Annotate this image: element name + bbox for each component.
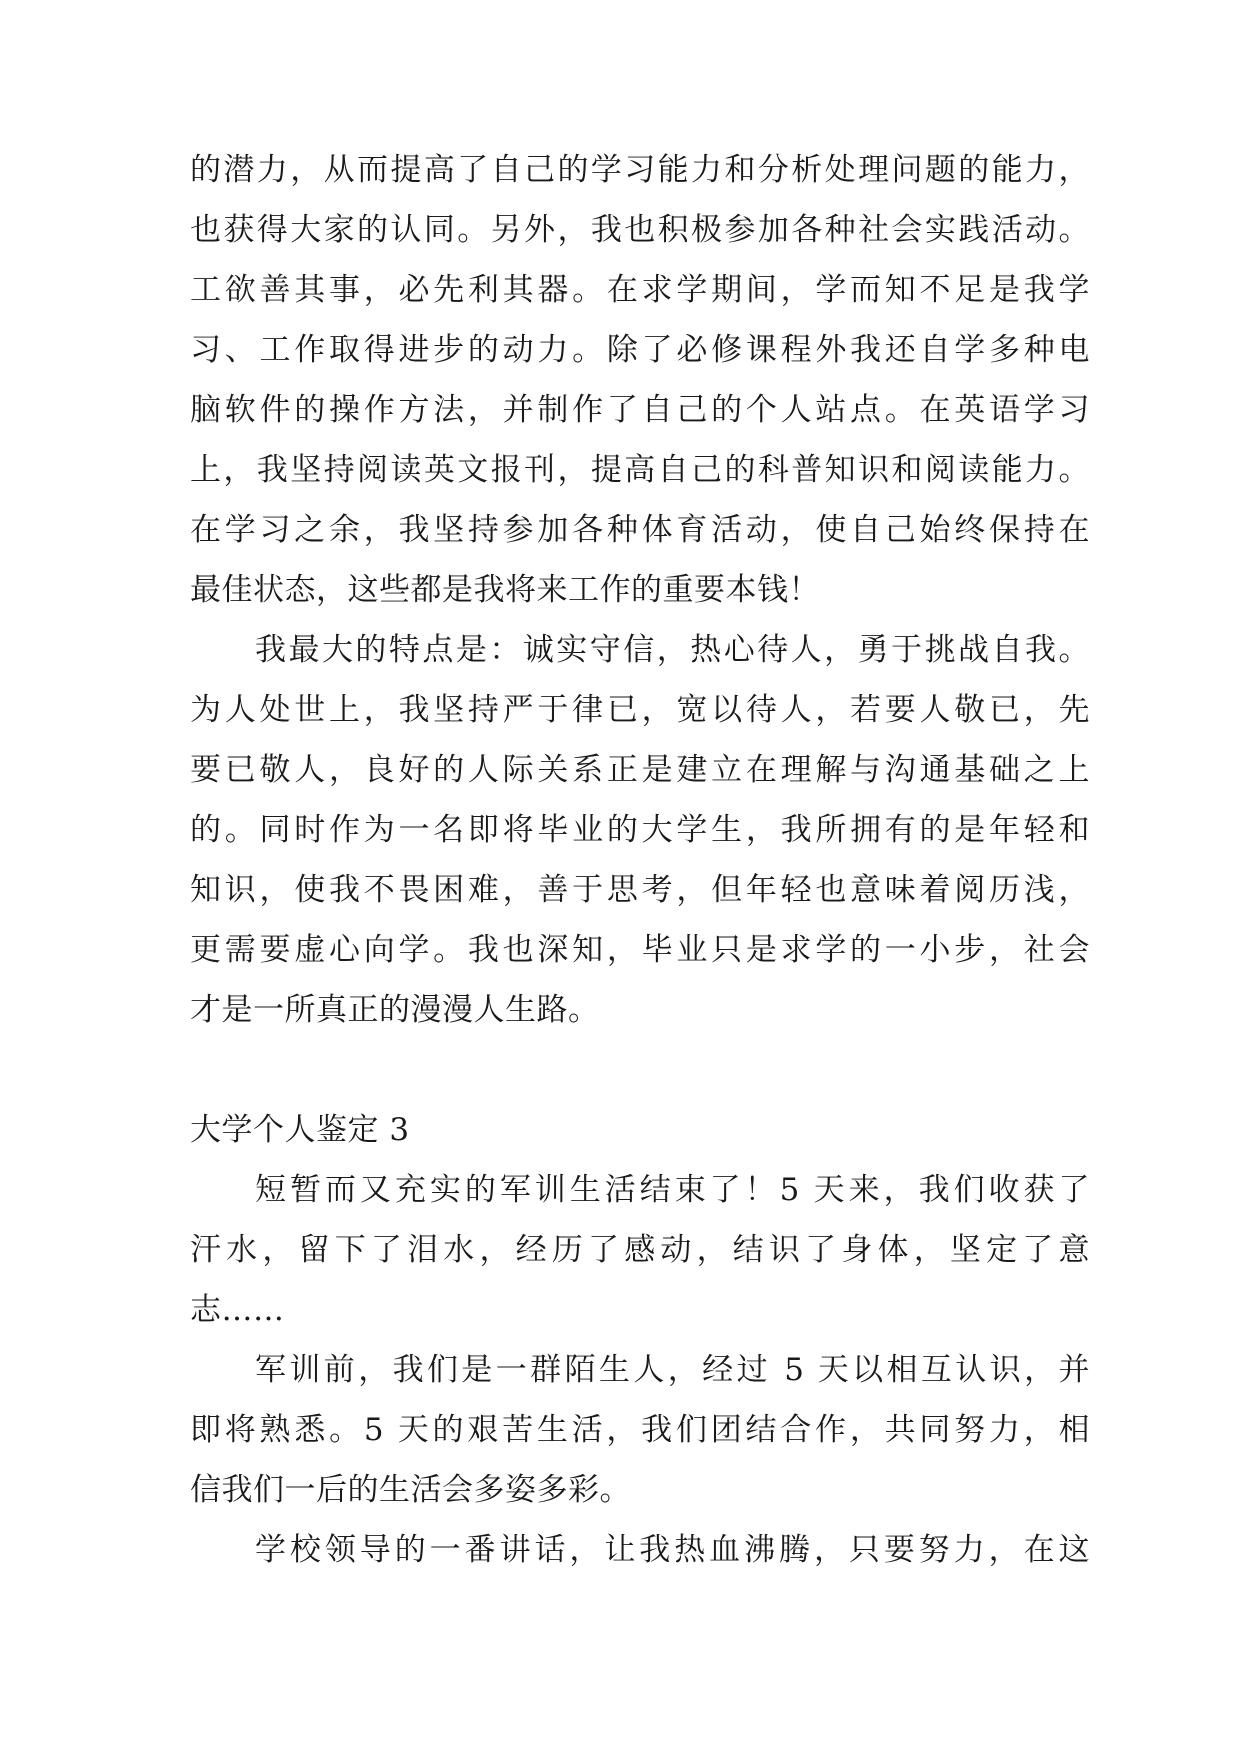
body-line: 在学习之余，我坚持参加各种体育活动，使自己始终保持在: [190, 512, 1090, 548]
body-line: 上，我坚持阅读英文报刊，提高自己的科普知识和阅读能力。: [190, 452, 1090, 488]
body-line: 最佳状态，这些都是我将来工作的重要本钱！: [190, 572, 820, 608]
body-line: 知识，使我不畏困难，善于思考，但年轻也意味着阅历浅，: [190, 872, 1090, 908]
body-line: 的潜力，从而提高了自己的学习能力和分析处理问题的能力，: [190, 152, 1090, 188]
body-line: 更需要虚心向学。我也深知，毕业只是求学的一小步，社会: [190, 932, 1090, 968]
body-line: 即将熟悉。5 天的艰苦生活，我们团结合作，共同努力，相: [190, 1412, 1090, 1448]
body-line: 汗水，留下了泪水，经历了感动，结识了身体，坚定了意: [190, 1232, 1090, 1268]
body-line: 要已敬人，良好的人际关系正是建立在理解与沟通基础之上: [190, 752, 1090, 788]
body-line: 习、工作取得进步的动力。除了必修课程外我还自学多种电: [190, 332, 1090, 368]
body-line: 工欲善其事，必先利其器。在求学期间，学而知不足是我学: [190, 272, 1090, 308]
body-line: 信我们一后的生活会多姿多彩。: [190, 1472, 631, 1508]
body-line: 的。同时作为一名即将毕业的大学生，我所拥有的是年轻和: [190, 812, 1090, 848]
body-line: 脑软件的操作方法，并制作了自己的个人站点。在英语学习: [190, 392, 1090, 428]
paragraph-first-line: 军训前，我们是一群陌生人，经过 5 天以相互认识，并: [255, 1352, 1090, 1388]
body-line: 也获得大家的认同。另外，我也积极参加各种社会实践活动。: [190, 212, 1090, 248]
body-line: 为人处世上，我坚持严于律已，宽以待人，若要人敬已，先: [190, 692, 1090, 728]
body-line: 才是一所真正的漫漫人生路。: [190, 992, 600, 1028]
section-heading: 大学个人鉴定 3: [190, 1112, 410, 1148]
paragraph-first-line: 我最大的特点是：诚实守信，热心待人，勇于挑战自我。: [255, 632, 1090, 668]
body-line: 志……: [190, 1292, 285, 1328]
paragraph-first-line: 短暂而又充实的军训生活结束了！5 天来，我们收获了: [255, 1172, 1090, 1208]
paragraph-first-line: 学校领导的一番讲话，让我热血沸腾，只要努力，在这: [255, 1532, 1090, 1568]
